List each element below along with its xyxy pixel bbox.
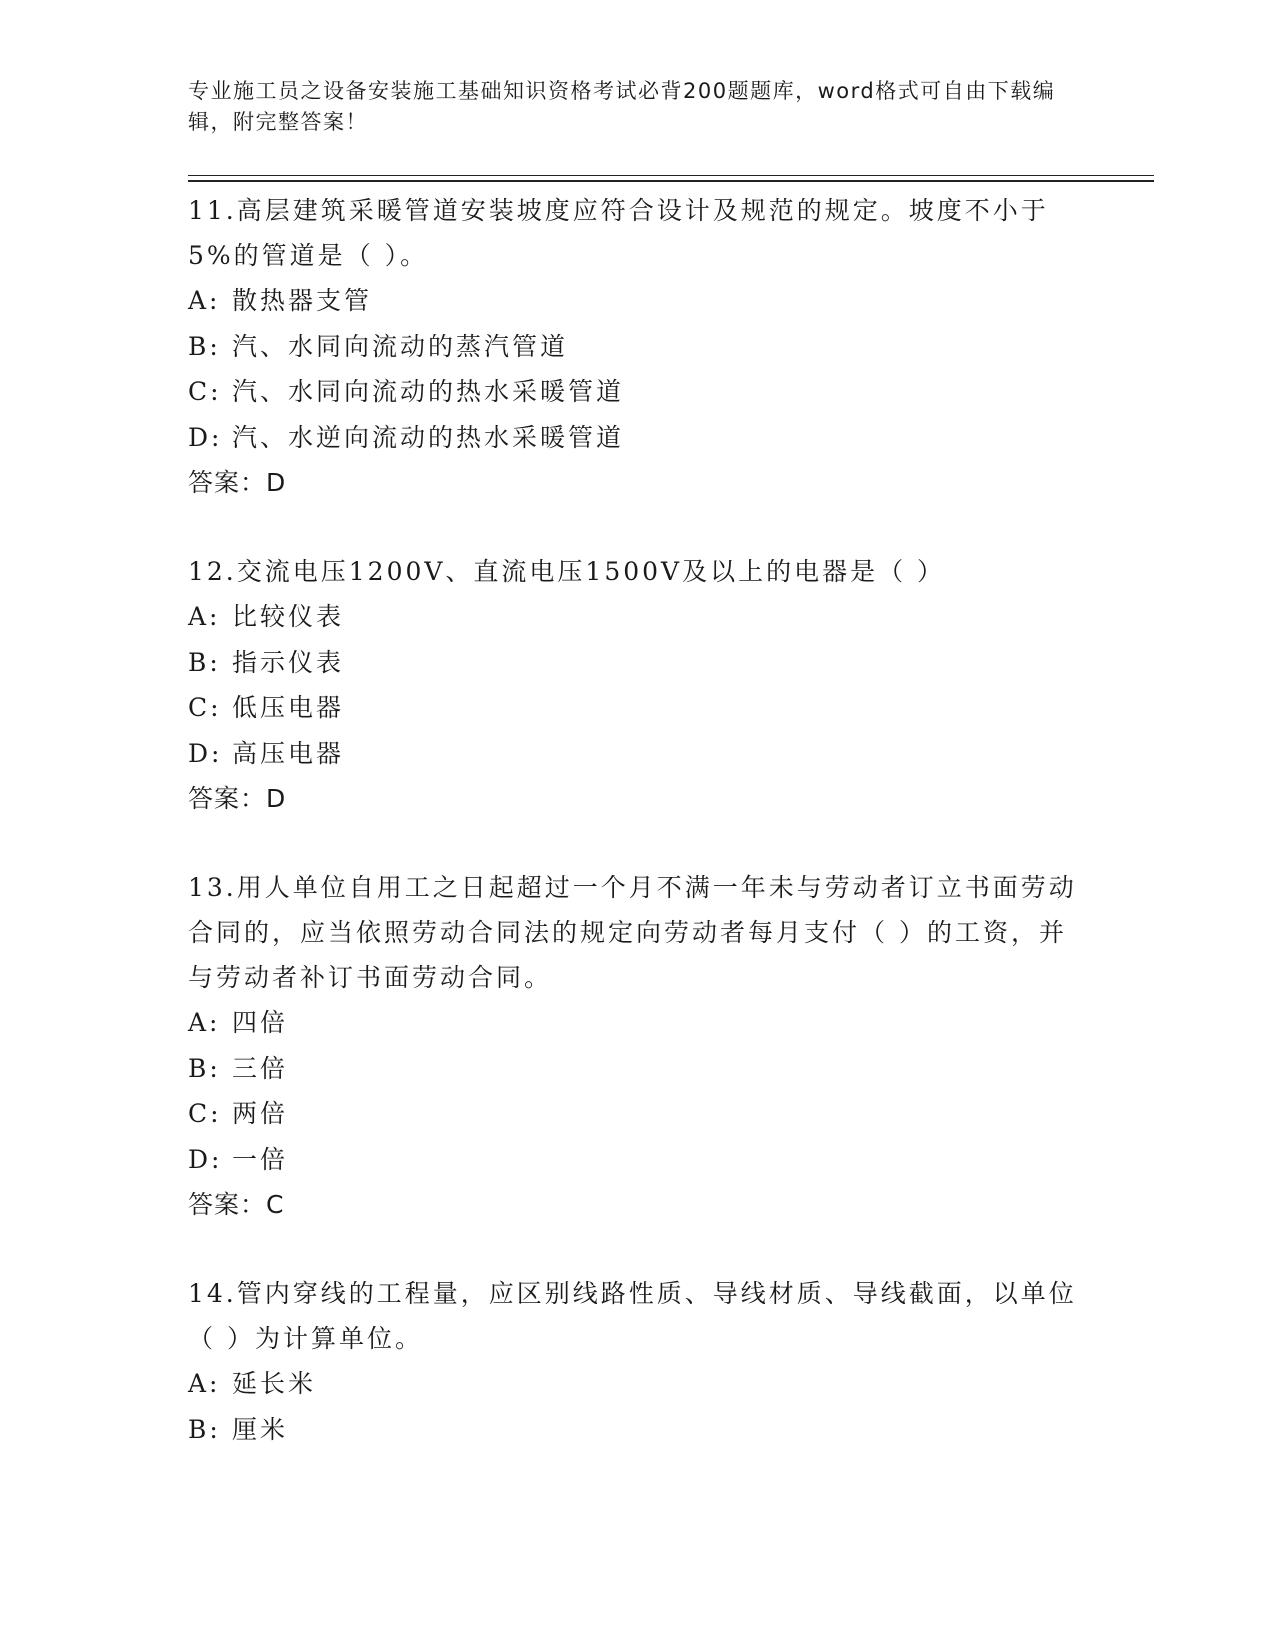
option-letter: A: (188, 286, 221, 315)
option-text: 延长米 (232, 1369, 317, 1398)
option-b (188, 640, 1088, 686)
option-b (188, 1407, 1088, 1453)
question-text: 12.交流电压1200V、直流电压1500V及以上的电器是（ ） (188, 557, 946, 586)
option-a (188, 1000, 1088, 1046)
option-letter: B: (188, 331, 221, 361)
document-header: 专业施工员之设备安装施工基础知识资格考试必背200题题库，word格式可自由下载编辑，附完整答案！ (188, 79, 1056, 134)
option-text: 汽、水同向流动的蒸汽管道 (232, 331, 569, 361)
option-letter: D: (188, 1144, 223, 1174)
question-11 (188, 188, 1088, 505)
option-c (188, 1091, 1088, 1137)
option-c (188, 685, 1088, 731)
question-text: 14.管内穿线的工程量，应区别线路性质、导线材质、导线截面，以单位（ ）为计算单位。 (188, 1279, 1077, 1353)
option-text: 四倍 (232, 1008, 289, 1037)
option-d (188, 731, 1088, 777)
option-text: 汽、水同向流动的热水采暖管道 (232, 377, 625, 406)
answer-line: 答案：D (188, 784, 287, 813)
option-c (188, 369, 1088, 415)
question-text: 11.高层建筑采暖管道安装坡度应符合设计及规范的规定。坡度不小于5%的管道是（ ）。 (188, 196, 1049, 270)
option-text: 比较仪表 (232, 602, 345, 631)
option-b (188, 324, 1088, 370)
option-letter: D: (188, 738, 223, 768)
option-letter: C: (188, 693, 222, 722)
header-divider-thin (188, 175, 1154, 176)
question-list (188, 188, 1088, 1496)
header-divider-thick (188, 180, 1154, 182)
answer-line: 答案：C (188, 1190, 285, 1219)
option-text: 高压电器 (232, 738, 345, 768)
option-d (188, 1137, 1088, 1183)
option-letter: D: (188, 422, 223, 452)
option-text: 一倍 (232, 1144, 289, 1174)
option-letter: B: (188, 647, 221, 677)
option-text: 两倍 (232, 1099, 289, 1128)
option-b (188, 1046, 1088, 1092)
option-letter: B: (188, 1053, 221, 1083)
answer-line: 答案：D (188, 468, 287, 497)
option-text: 汽、水逆向流动的热水采暖管道 (232, 422, 625, 452)
option-text: 厘米 (232, 1414, 289, 1444)
option-a (188, 1361, 1088, 1407)
option-letter: C: (188, 1099, 222, 1128)
question-12 (188, 549, 1088, 821)
option-letter: B: (188, 1414, 221, 1444)
option-a (188, 594, 1088, 640)
option-text: 指示仪表 (232, 647, 345, 677)
option-text: 散热器支管 (232, 286, 373, 315)
option-text: 三倍 (232, 1053, 289, 1083)
option-d (188, 415, 1088, 461)
question-13 (188, 865, 1088, 1227)
option-letter: A: (188, 1369, 221, 1398)
option-text: 低压电器 (232, 693, 345, 722)
question-14 (188, 1271, 1088, 1452)
question-text: 13.用人单位自用工之日起超过一个月不满一年未与劳动者订立书面劳动合同的，应当依照劳动合同法的规定向劳动者每月支付（ ）的工资，并与劳动者补订书面劳动合同。 (188, 873, 1077, 992)
option-letter: A: (188, 1008, 221, 1037)
option-letter: A: (188, 602, 221, 631)
option-letter: C: (188, 377, 222, 406)
option-a (188, 278, 1088, 324)
